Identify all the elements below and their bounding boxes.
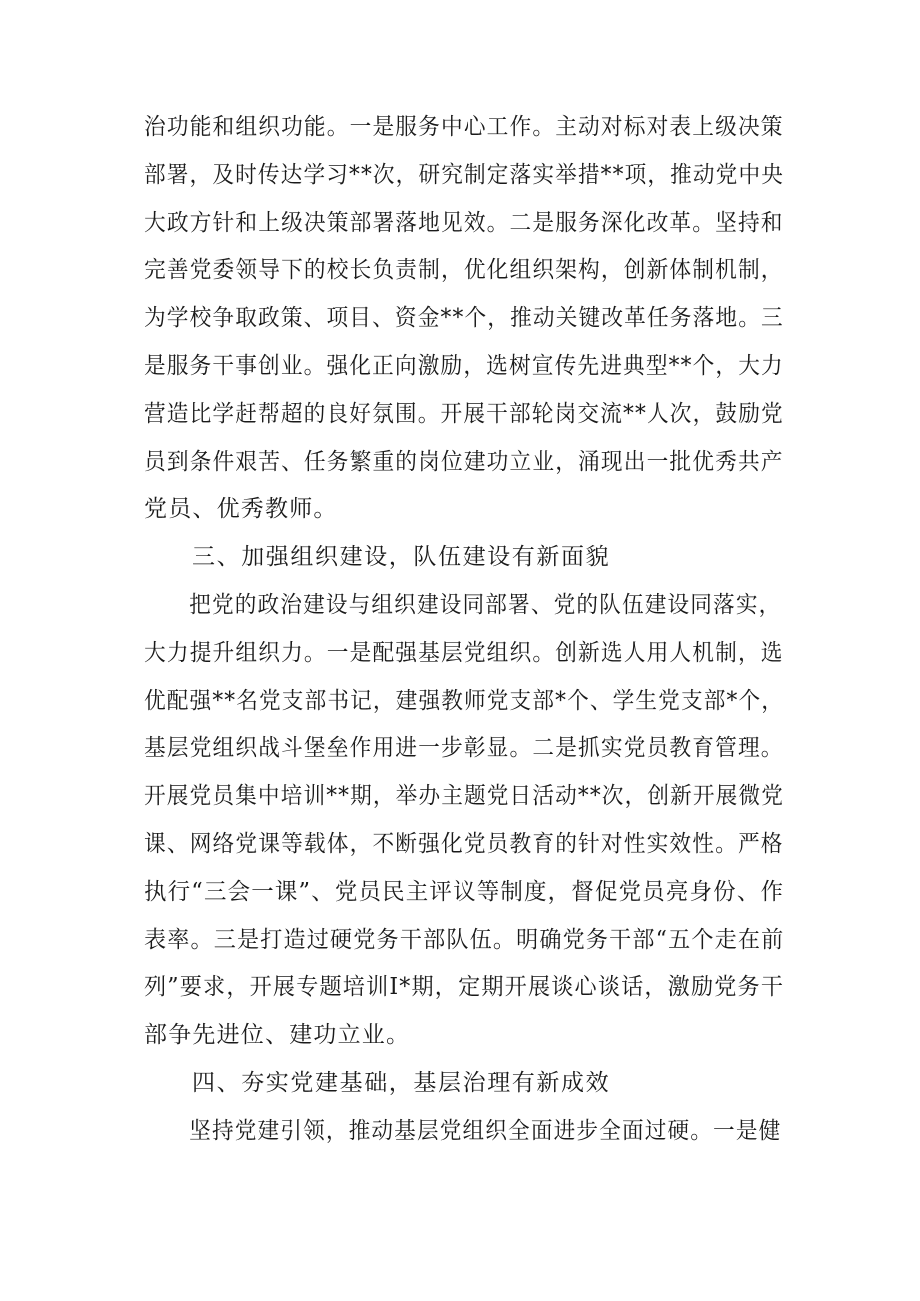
paragraph-line: 部署，及时传达学习**次，研究制定落实举措**项，推动党中央 xyxy=(144,161,785,188)
paragraph-line: 基层党组织战斗堡垒作用进一步彰显。二是抓实党员教育管理。 xyxy=(144,735,784,762)
paragraph-line: 大政方针和上级决策部署落地见效。二是服务深化改革。坚持和 xyxy=(144,209,784,236)
paragraph-line: 列”要求，开展专题培训I*期，定期开展谈心谈话，激励党务干 xyxy=(144,974,785,1001)
paragraph-line: 为学校争取政策、项目、资金**个，推动关键改革任务落地。三 xyxy=(144,305,784,332)
paragraph-line: 党员、优秀教师。 xyxy=(144,496,338,523)
paragraph-line: 执行“三会一课”、党员民主评议等制度，督促党员亮身份、作 xyxy=(144,878,785,905)
paragraph-line: 开展党员集中培训**期，举办主题党日活动**次，创新开展微党 xyxy=(144,783,785,810)
paragraph-line: 优配强**名党支部书记，建强教师党支部*个、学生党支部*个， xyxy=(144,687,785,714)
paragraph-line: 把党的政治建设与组织建设同部署、党的队伍建设同落实， xyxy=(189,591,782,618)
paragraph-line: 表率。三是打造过硬党务干部队伍。明确党务干部“五个走在前 xyxy=(144,926,785,953)
paragraph-line: 部争先进位、建功立业。 xyxy=(144,1022,411,1049)
paragraph-line: 是服务干事创业。强化正向激励，选树宣传先进典型**个，大力 xyxy=(144,352,784,379)
paragraph-line: 治功能和组织功能。一是服务中心工作。主动对标对表上级决策 xyxy=(144,114,784,140)
paragraph-line: 大力提升组织力。一是配强基层党组织。创新选人用人机制，选 xyxy=(144,639,784,666)
paragraph-line: 课、网络党课等载体，不断强化党员教育的针对性实效性。严格 xyxy=(144,830,784,857)
paragraph-line: 营造比学赶帮超的良好氛围。开展干部轮岗交流**人次，鼓励党 xyxy=(144,400,784,427)
document-body xyxy=(144,104,784,1156)
section-heading: 三、加强组织建设，队伍建设有新面貌 xyxy=(192,544,611,571)
paragraph-line: 员到条件艰苦、任务繁重的岗位建功立业，涌现出一批优秀共产 xyxy=(144,448,784,475)
paragraph-line: 完善党委领导下的校长负责制，优化组织架构，创新体制机制， xyxy=(144,257,784,284)
section-heading: 四、夯实党建基础，基层治理有新成效 xyxy=(192,1069,611,1096)
paragraph-line: 坚持党建引领，推动基层党组织全面进步全面过硬。一是健 xyxy=(189,1117,782,1144)
